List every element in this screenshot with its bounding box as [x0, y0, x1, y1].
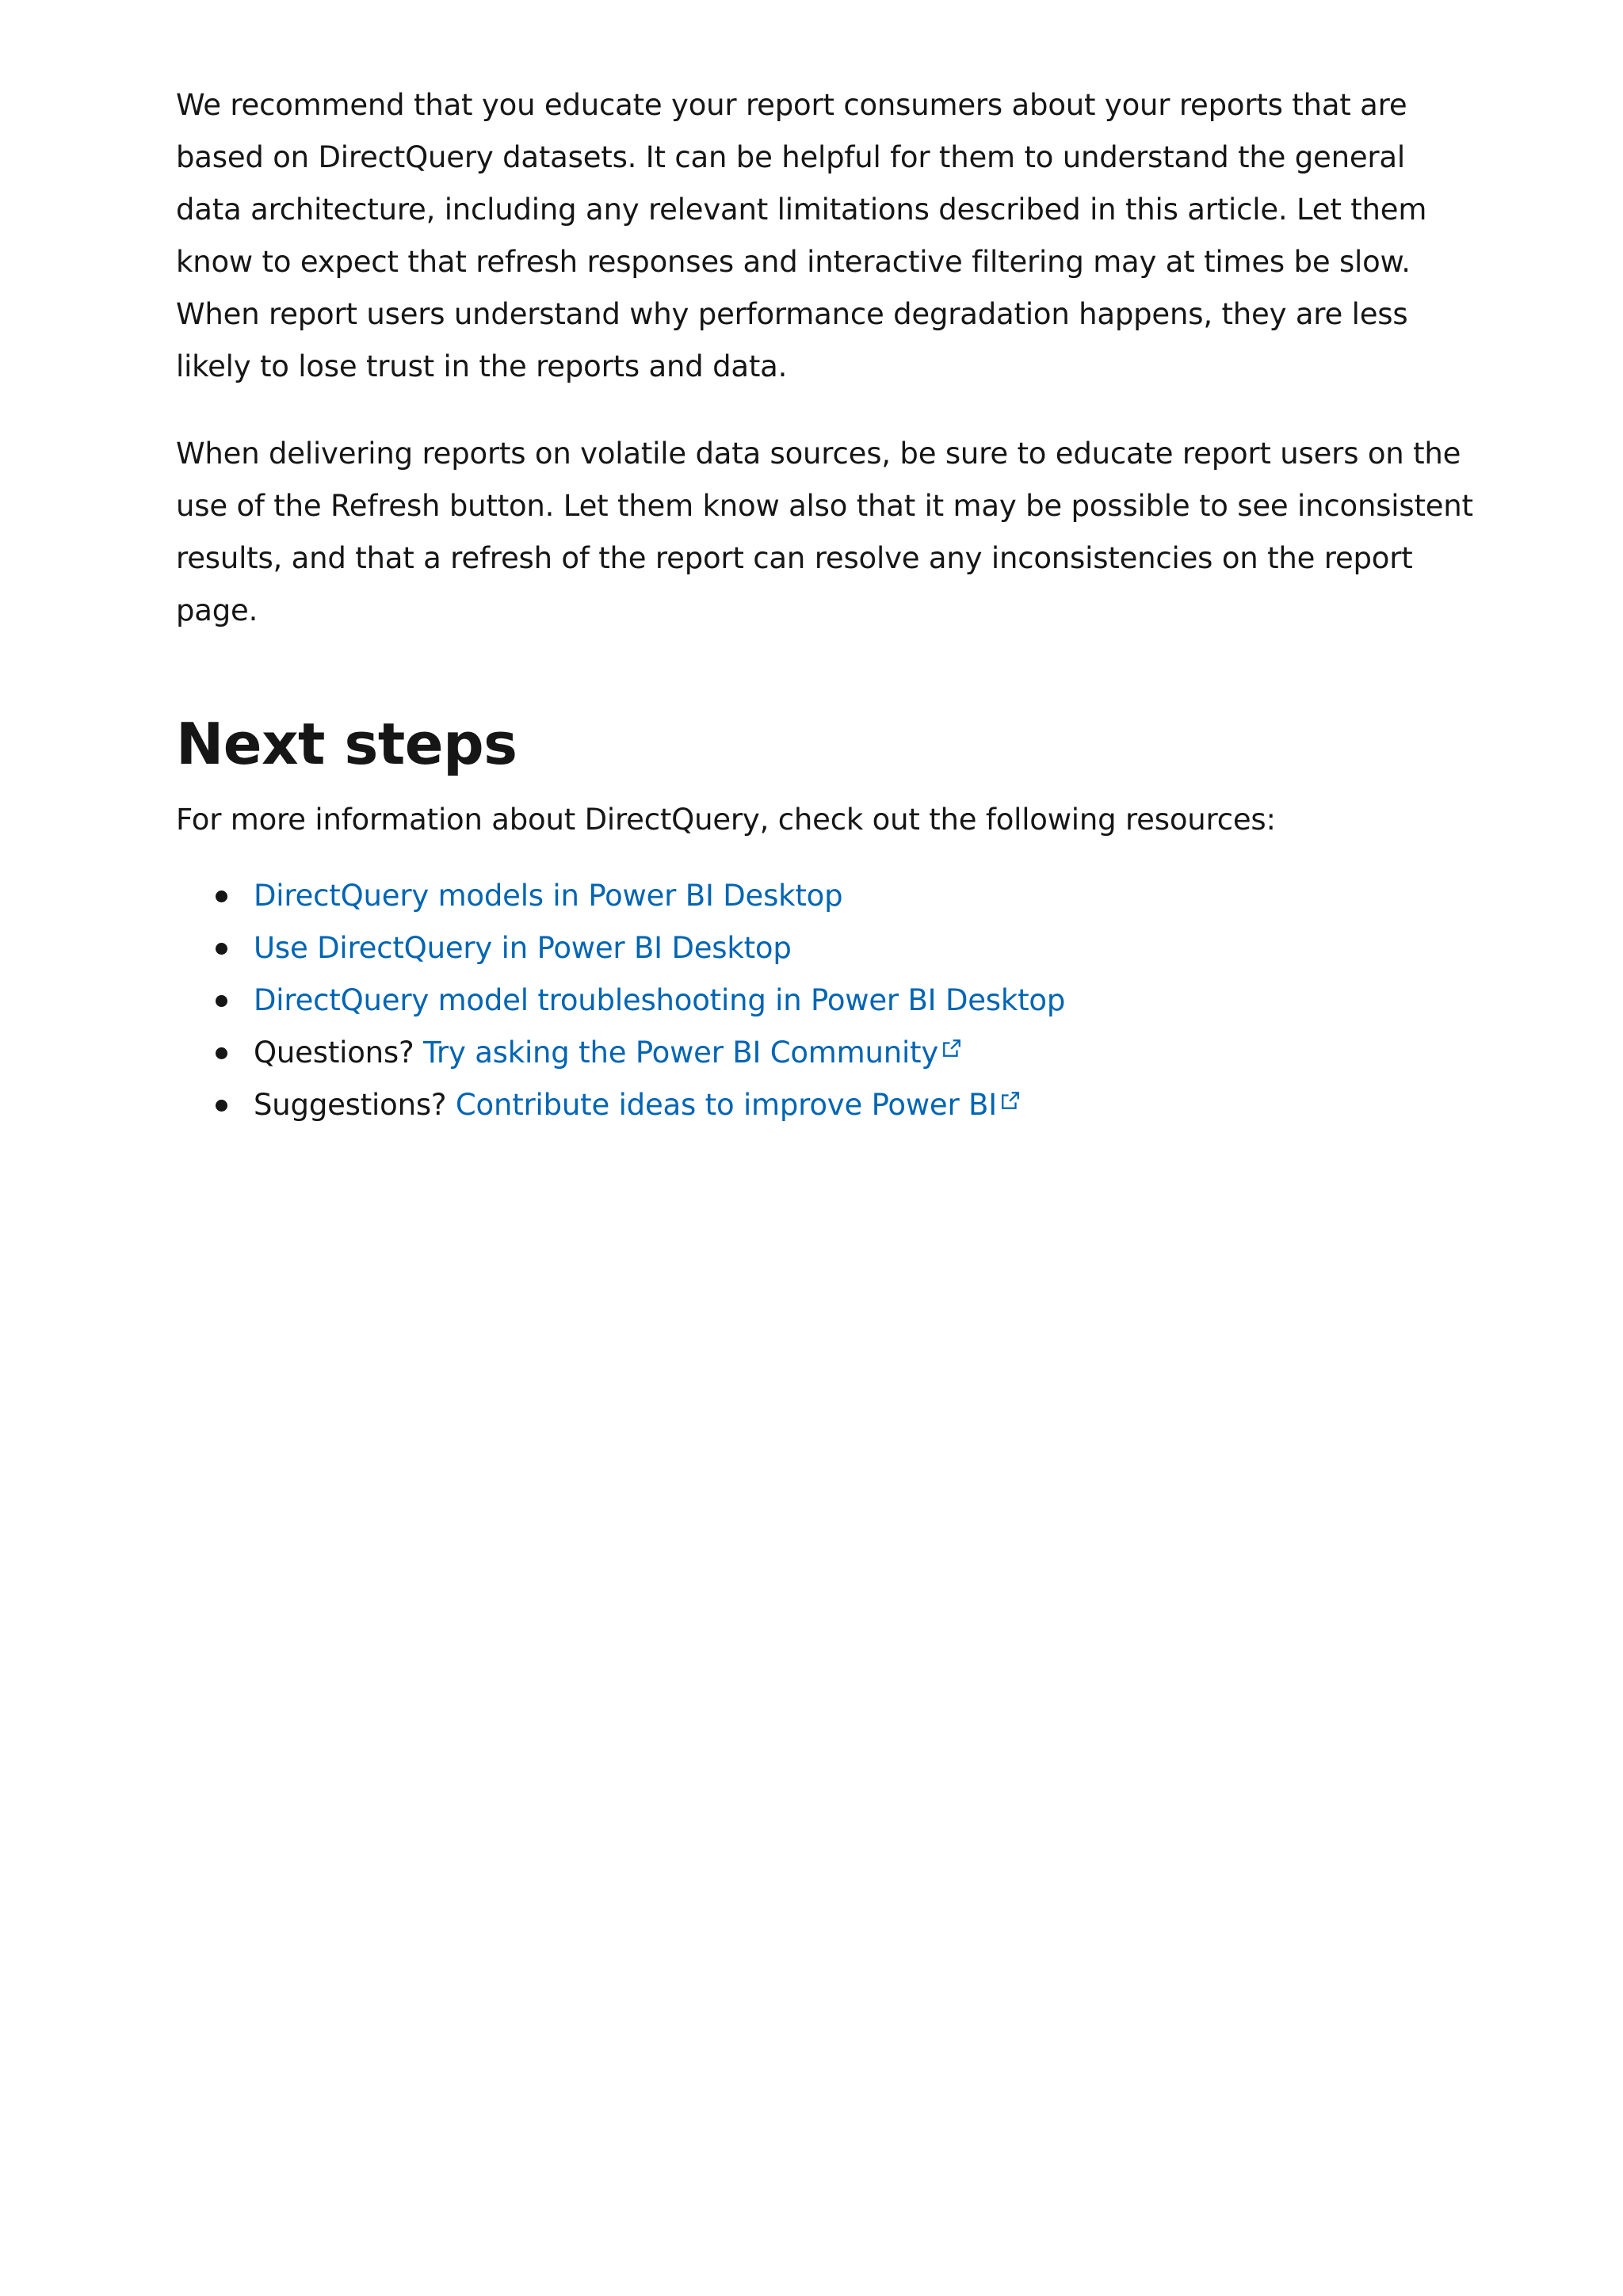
article-content [176, 79, 1476, 1131]
link-directquery-models[interactable]: DirectQuery models in Power BI Desktop [254, 879, 843, 913]
list-item [176, 870, 1476, 922]
link-use-directquery[interactable]: Use DirectQuery in Power BI Desktop [254, 931, 792, 965]
link-contribute-ideas-label: Contribute ideas to improve Power BI [455, 1088, 997, 1122]
list-item [176, 922, 1476, 974]
list-item [176, 1079, 1476, 1131]
paragraph-educate-consumers: We recommend that you educate your report consumers about your reports that are based on DirectQuery datasets. It can be helpful for them to understand the general data architecture, including any relevant limitations described in this article. Let them know to expect that refresh responses and interactive filtering may at times be slow. When report users understand why performance degradation happens, they are less likely to lose trust in the reports and data. [176, 88, 1427, 383]
questions-prefix: Questions? [254, 1035, 423, 1070]
bullet-icon [216, 1047, 227, 1059]
link-power-bi-community[interactable] [423, 1035, 962, 1070]
bullet-icon [216, 995, 227, 1007]
external-link-icon [941, 1038, 962, 1058]
next-steps-intro: For more information about DirectQuery, check out the following resources: [176, 803, 1276, 837]
resources-list [176, 870, 1476, 1131]
list-item [176, 974, 1476, 1027]
bullet-icon [216, 943, 227, 955]
next-steps-heading: Next steps [176, 711, 517, 777]
bullet-icon [216, 891, 227, 902]
external-link-icon [1000, 1090, 1021, 1111]
link-power-bi-community-label: Try asking the Power BI Community [422, 1035, 939, 1070]
list-item [176, 1027, 1476, 1079]
bullet-icon [216, 1100, 227, 1112]
paragraph-volatile-sources: When delivering reports on volatile data sources, be sure to educate report users on the use of the Refresh button. Let them know also that it may be possible to see inconsistent results, and that a refresh of the report can resolve any inconsistencies on the report page. [176, 437, 1473, 627]
link-directquery-troubleshooting[interactable]: DirectQuery model troubleshooting in Power BI Desktop [254, 983, 1066, 1017]
link-contribute-ideas[interactable] [456, 1088, 1021, 1122]
suggestions-prefix: Suggestions? [254, 1088, 456, 1122]
